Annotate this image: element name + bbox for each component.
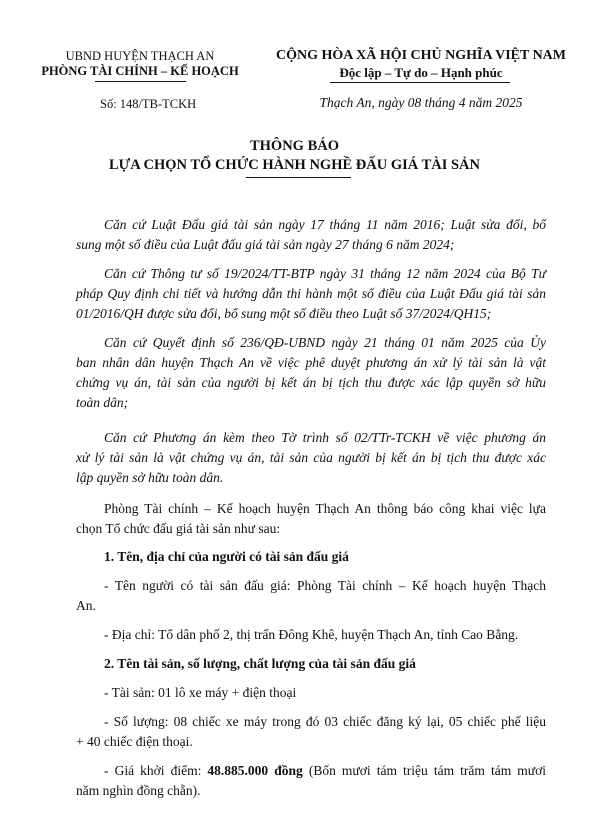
text-line: + 40 chiếc điện thoại. xyxy=(76,734,193,749)
text-line: - Tên người có tài sản đấu giá: Phòng Tài chính – Kế hoạch huyện Thạch xyxy=(104,578,546,593)
text-line: 01/2016/QH được sửa đổi, bổ sung một số điều theo Luật số 37/2024/QH15; xyxy=(76,306,492,321)
document-title: LỰA CHỌN TỔ CHỨC HÀNH NGHỀ ĐẤU GIÁ TÀI SẢN xyxy=(109,157,480,173)
text-line: lập quyền sở hữu toàn dân. xyxy=(76,470,224,485)
text-line: Căn cứ Phương án kèm theo Tờ trình số 02/TTr-TCKH về việc phương án xyxy=(104,430,546,445)
text-line: An. xyxy=(76,598,96,613)
document-number: Số: 148/TB-TCKH xyxy=(100,97,197,111)
text-line: Căn cứ Quyết định số 236/QĐ-UBND ngày 21 tháng 01 năm 2025 của Ủy xyxy=(104,335,546,350)
issuing-department: PHÒNG TÀI CHÍNH – KẾ HOẠCH xyxy=(41,64,239,78)
national-motto: Độc lập – Tự do – Hạnh phúc xyxy=(339,65,503,80)
asset-quantity xyxy=(76,712,546,752)
text-line: chọn Tổ chức đấu giá tài sản như sau: xyxy=(76,521,281,536)
text-line: năm nghìn đồng chẵn). xyxy=(76,783,201,798)
text-line: sung một số điều của Luật đấu giá tài sản ngày 27 tháng 6 năm 2024; xyxy=(76,237,455,252)
department-underline xyxy=(95,81,186,82)
legal-basis-1 xyxy=(76,215,546,255)
price-in-words: (Bốn mươi tám triệu tám trăm tám mươi xyxy=(302,763,546,778)
text-line: xử lý tài sản là vật chứng vụ án, tài sản của người bị kết án bị tịch thu được xác xyxy=(76,450,546,465)
asset-owner xyxy=(76,576,546,616)
intro-paragraph xyxy=(76,499,546,539)
text-line: chứng vụ án, tài sản của người bị kết án bị tịch thu được xác lập quyền sở hữu xyxy=(76,375,546,390)
text-line: - Tài sản: 01 lô xe máy + điện thoại xyxy=(104,685,297,700)
starting-price xyxy=(76,761,546,801)
text-line: - Số lượng: 08 chiếc xe máy trong đó 03 chiếc đăng ký lại, 05 chiếc phế liệu xyxy=(104,714,546,729)
section-2-heading: 2. Tên tài sản, số lượng, chất lượng của tài sản đấu giá xyxy=(104,656,416,671)
text-line: Căn cứ Thông tư số 19/2024/TT-BTP ngày 31 tháng 12 năm 2024 của Bộ Tư xyxy=(104,266,546,281)
text-line xyxy=(76,761,546,781)
national-title: CỘNG HÒA XÃ HỘI CHỦ NGHĨA VIỆT NAM xyxy=(275,48,566,63)
legal-basis-2 xyxy=(76,264,546,324)
text-line: Căn cứ Luật Đấu giá tài sản ngày 17 tháng 11 năm 2016; Luật sửa đổi, bổ xyxy=(104,217,546,232)
document-type: THÔNG BÁO xyxy=(249,138,340,154)
text-line: toàn dân; xyxy=(76,395,129,410)
price-value: 48.885.000 đồng xyxy=(207,763,303,778)
text-line: Phòng Tài chính – Kế hoạch huyện Thạch An thông báo công khai việc lựa xyxy=(104,501,546,516)
title-underline xyxy=(246,177,351,178)
issuing-authority: UBND HUYỆN THẠCH AN xyxy=(65,49,215,63)
price-prefix: - Giá khởi điểm: xyxy=(104,763,208,778)
asset-name xyxy=(76,683,546,703)
text-line: pháp Quy định chi tiết và hướng dẫn thi hành một số điều của Luật Đấu giá tài sản xyxy=(76,286,546,301)
text-line: ban nhân dân huyện Thạch An về việc phê duyệt phương án xử lý tài sản là vật xyxy=(76,355,546,370)
section-1-heading: 1. Tên, địa chỉ của người có tài sản đấu giá xyxy=(104,549,349,564)
legal-basis-4 xyxy=(76,428,546,488)
owner-address xyxy=(76,625,546,645)
legal-basis-3 xyxy=(76,333,546,413)
place-and-date: Thạch An, ngày 08 tháng 4 năm 2025 xyxy=(319,95,523,110)
motto-underline xyxy=(330,82,510,83)
text-line: - Địa chỉ: Tổ dân phố 2, thị trấn Đông Khê, huyện Thạch An, tỉnh Cao Bằng. xyxy=(104,627,519,642)
